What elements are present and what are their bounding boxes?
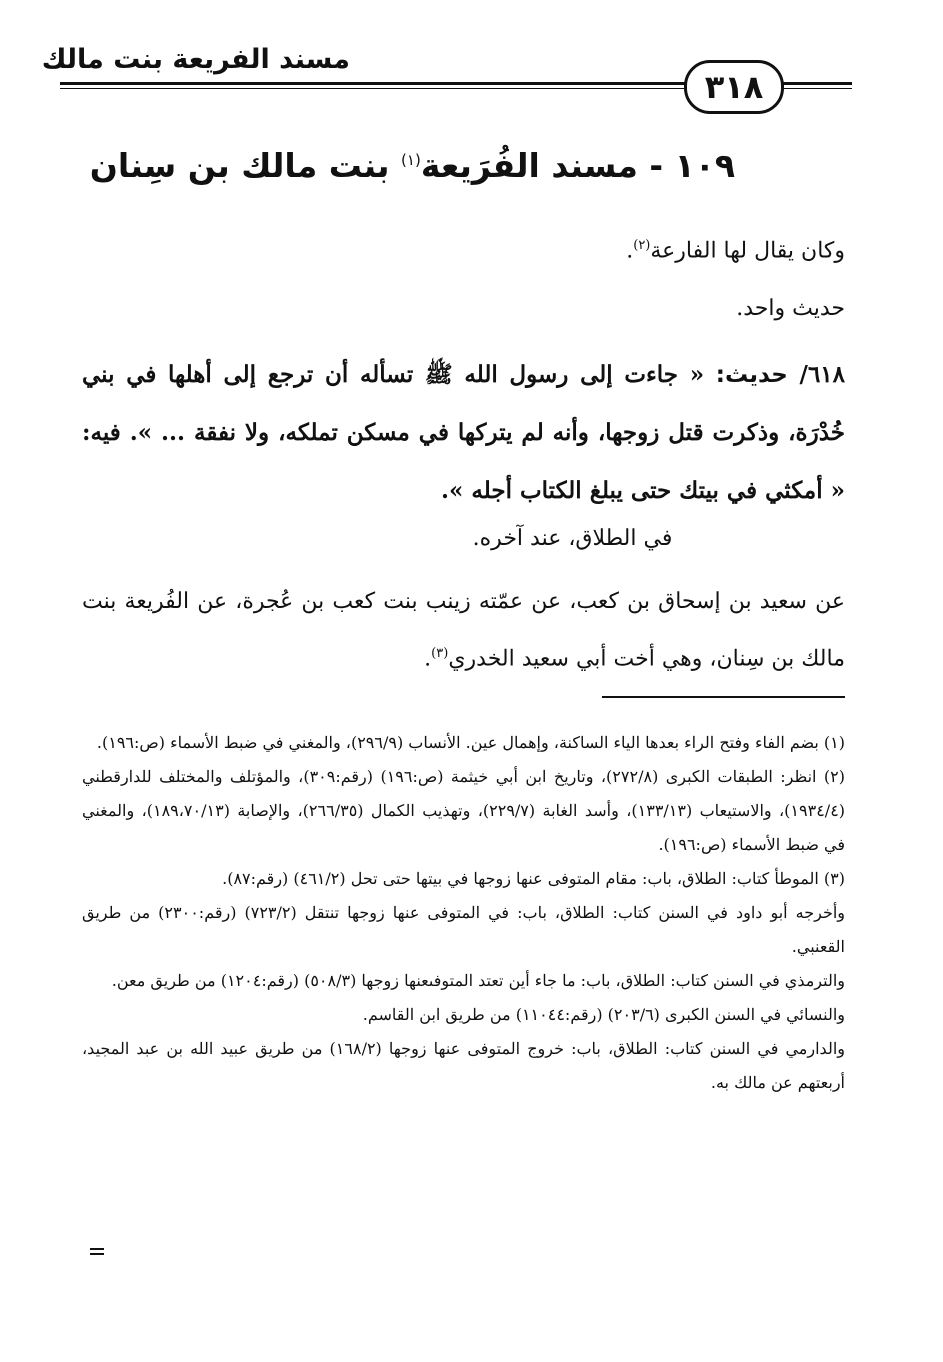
footnote-3-tirmidhi: والترمذي في السنن كتاب: الطلاق، باب: ما جاء أين تعتد المتوفىعنها زوجها (٥٠٨/٣) (رقم:١٢٠٤) من طريق معن. bbox=[111, 971, 845, 990]
intro-line-2: حديث واحد. bbox=[736, 296, 845, 321]
hadith-block bbox=[82, 346, 845, 520]
footnote-1: (١) بضم الفاء وفتح الراء بعدها الياء الساكنة، وإهمال عين. الأنساب (٢٩٦/٩)، والمغني في ضبط الأسماء (ص:١٩٦). bbox=[96, 733, 845, 752]
section-heading-main: ١٠٩ - مسند الفُرَيعة bbox=[420, 146, 735, 185]
hadith-number: ٦١٨/ bbox=[799, 361, 846, 388]
continuation-mark bbox=[90, 1248, 104, 1256]
intro-line-1 bbox=[90, 238, 845, 263]
running-header-title: مسند الفريعة بنت مالك bbox=[41, 44, 350, 75]
footnote-2: (٢) انظر: الطبقات الكبرى (٢٧٢/٨)، وتاريخ ابن أبي خيثمة (ص:١٩٦) (رقم:٣٠٩)، والمؤتلف والمختلف للدارقطني (١٩٣٤/٤)، والاستيعاب (١٣٣/١٣)، وأسد الغابة (٢٢٩/٧)، وتهذيب الكمال (٢٦٦/٣٥)، والإصابة (١٨٩،٧٠/١٣)، والمغني في ضبط الأسماء (ص:١٩٦). bbox=[82, 767, 846, 854]
hadith-location: في الطلاق، عند آخره. bbox=[472, 526, 673, 551]
isnad-punct: . bbox=[424, 646, 432, 672]
footnote-3-nasai: والنسائي في السنن الكبرى (٢٠٣/٦) (رقم:١١٠٤٤) من طريق ابن القاسم. bbox=[362, 1005, 845, 1024]
hadith-text: « جاءت إلى رسول الله ﷺ تسأله أن ترجع إلى أهلها في بني خُدْرَة، وذكرت قتل زوجها، وأنه لم يتركها في مسكن تملكه، ولا نفقة ... ». فيه: « أمكثي في بيتك حتى يبلغ الكتاب أجله ». bbox=[82, 361, 845, 504]
hadith-label: حديث: bbox=[715, 362, 788, 388]
page-number: ٣١٨ bbox=[684, 60, 784, 114]
isnad-paragraph bbox=[82, 576, 845, 685]
header-rule bbox=[60, 82, 690, 85]
footnotes bbox=[82, 726, 845, 1100]
intro-punct: . bbox=[626, 238, 634, 264]
isnad-text: عن سعيد بن إسحاق بن كعب، عن عمّته زينب بنت كعب بن عُجرة، عن الفُريعة بنت مالك بن سِنان، وهي أخت أبي سعيد الخدري bbox=[82, 589, 845, 672]
footnote-3-darimi: والدارمي في السنن كتاب: الطلاق، باب: خروج المتوفى عنها زوجها (١٦٨/٢) من طريق عبيد الله بن عبد المجيد، أربعتهم عن مالك به. bbox=[82, 1039, 845, 1092]
footnote-ref: (٢) bbox=[633, 238, 651, 253]
footnote-separator bbox=[602, 696, 845, 698]
footnote-ref: (١) bbox=[401, 151, 421, 169]
section-heading bbox=[89, 146, 735, 185]
section-heading-rest: بنت مالك بن سِنان bbox=[89, 146, 390, 185]
intro-text: وكان يقال لها الفارعة bbox=[650, 238, 845, 264]
header-rule-thin bbox=[60, 88, 690, 89]
footnote-3-abudawud: وأخرجه أبو داود في السنن كتاب: الطلاق، باب: في المتوفى عنها زوجها تنتقل (٧٢٣/٢) (رقم:٢٣٠٠) من طريق القعنبي. bbox=[82, 903, 846, 956]
footnote-ref: (٣) bbox=[431, 646, 449, 661]
footnote-3: (٣) الموطأ كتاب: الطلاق، باب: مقام المتوفى عنها زوجها في بيتها حتى تحل (٤٦١/٢) (رقم:٨٧). bbox=[222, 869, 845, 888]
